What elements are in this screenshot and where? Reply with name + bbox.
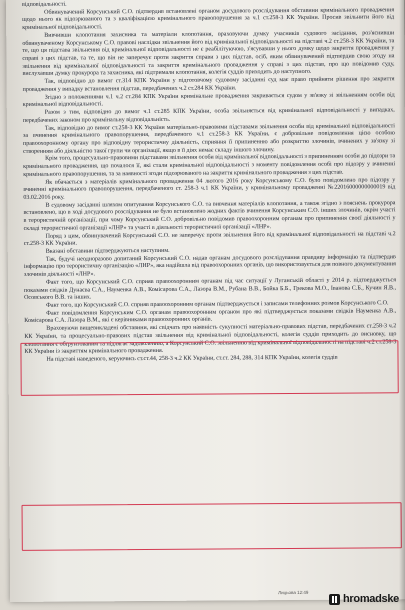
hromadske-logo-icon	[329, 594, 340, 605]
document-paragraph: Вказані обставини підтверджуються наступним.	[45, 247, 170, 255]
document-paragraph: Так, відповідно до вимог ст.258-3 КК України матеріально-правовими підставами звільнення особи від кримінальної відповідальності за вчинення кримінального правопорушення, передбаченого ч.1 ст.258-3 КК України, є добровільне повідомлення цією особою правоохоронному органу про відповідну терористичну діяльність, сприяння її припиненню або розкриттю злочинів, вчинених у зв'язку зі створенням або діяльністю такої групи чи організації, якщо в її діях немає складу іншого злочину.	[22, 122, 396, 155]
document-page	[6, 0, 405, 602]
footer-note: Лицьова 12:49	[278, 589, 309, 596]
watermark-logo	[329, 593, 399, 605]
document-paragraph: Обвинувачений Корсунський С.О. підтвердив встановлені органом досудового розслідування обставини кримінального провадження щодо нього як підозрюваного та з кваліфікацією кримінального правопорушення за ч.1 ст.258-3 КК України. Просив звільнити його від кримінальної відповідальності.	[22, 7, 395, 32]
document-paragraph: Так, будучі неодноразово допитаний Корсунський С.О. надав органам досудового розслідування правдиву інформацію та підтвердив інформацію про терористичну організацію «ЛНР», яка надійшла від правоохоронних органів, що використовується для повного документування злочинів діяльності «ЛНР».	[23, 254, 396, 279]
page-edge-shadow	[399, 0, 405, 610]
document-paragraph: Враховуючи вищевикладені обставини, які свідчать про наявність сукупності матеріально-правових підстав, передбачених ст.258-3 ч.2 КК України, та процесуально-правових підстав звільнення від кримінальної відповідальності, колегія суддів приходить до висновку, що клопотання є обґрунтованим та підлягає задоволенню, а Корсунський С.О. звільненню від кримінальної відповідальності на підставі ч.2 ст.258-3 КК України із закриттям кримінального провадження.	[24, 323, 397, 356]
document-paragraph: Як вбачається з матеріалів кримінального провадження 04 лютого 2016 року Корсунському С.О. було повідомлено про підозру у вчиненні кримінального правопорушення, передбаченого ст. 258-3 ч.1 КК України, у кримінальному провадженні №22016000000000019 від 03.02.2016 року.	[23, 176, 396, 201]
highlight-box-1	[20, 340, 398, 396]
document-paragraph: Вивчивши клопотання захисника та матеріали клопотання, враховуючи думку учасників судового засідання, роз'яснивши обвинуваченому Корсунському С.О. правові наслідки звільнення його від кримінальної відповідальності на підставі ч.2 ст.258-3 КК України, та те, що ця підстава звільнення від кримінальної відповідальності не є реабілітуючою, з'ясувавши у нього думку щодо закриття провадження у справі з цих підстав, та те, що він не заперечує проти закриття справи з цих підстав, осiб, яким обвинувачений підтвердив свою згоду на звільнення від кримінальної відповідальності та закриття кримінального провадження у справі з цих підстав, про що повідомив суду, вислухавши думку прокурора та захисника, які підтримали клопотання, колегія суддів приходить до наступного.	[22, 30, 395, 78]
document-body	[22, 0, 397, 365]
document-paragraph: Згідно з положеннями ч.1 ч.2 ст.284 КПК України кримінальне провадження закривається судом у зв'язку зі звільненням особи від кримінальної відповідальності.	[22, 91, 395, 109]
document-paragraph: Факт повідомлення Корсунським С.О. органам правоохоронним органом про які підтверджується показами свідків Науменка А.В., Комісарова С.А. Лазора В.М., які є керівниками правоохоронних органів.	[24, 308, 397, 325]
watermark-text: hromadske	[343, 593, 399, 605]
document-paragraph: Так, відповідно до вимог ст.314 КПК України у підготовчому судовому засіданні суд має право прийняти рішення про закриття провадження у випадку встановлення підстав, передбачених ч.2 ст.284 КК України.	[22, 76, 395, 93]
document-paragraph: Факт того, що Корсунський С.О. сприяв правоохоронним органам під час ситуації у Луганській області у 2014 р. підтверджується показами свідків Дунаєва С.А., Науменка А.В., Комісарова С.А., Лазора В.М., Рубана В.В., Бойка Б.Б., Грекова М.О., Іванова С.Б., Кучин Я.В., Осовського В.В. та інших.	[24, 277, 397, 302]
document-paragraph: В судовому засіданні шляхом опитування Корсунського С.О. та вивчення матеріалів клопотання, а також згідно з пояснень прокурора встановлено, що в ході досудового розслідування не було встановлено жодних фактів вчинення Корсунським С.О. інших злочинів, окрім участі в терористичній організації, при чому Корсунський С.О. добровільно повідомив правоохоронним органам про припинення своєї діяльності у складі терористичної організації «ЛНР» та участі в діяльності терористичної організації «ЛНР».	[23, 199, 396, 232]
highlight-box-2	[22, 502, 402, 551]
document-paragraph: Разом з тим, відповідно до вимог ч.1 ст.285 КПК України, особа звільняється від кримінальної відповідальності у випадках, передбачених законом про кримінальну відповідальність.	[22, 107, 395, 124]
document-paragraph: Крім того, процесуально-правовими підставами звільнення особи від кримінальної відповідальності з припиненням особи до підозри та кримінального провадження, що почалося її, які стали кримінальної відповідальності з моменту повідомлення особі про підозру у вчиненні кримінального правопорушення, та за наявності згоди підозрюваного на закриття кримінального провадження з цих підстав.	[23, 153, 396, 178]
document-paragraph: Поряд з цим, обвинувачений Корсунський С.О. не заперечує проти звільнення його від кримінальної відповідальності на підставі ч.2 ст.258-3 КК України.	[23, 230, 396, 248]
document-paragraph: Факт того, що Корсунський С.О. сприяв правоохоронним органам підтверджується і записами телефонних розмов Корсунського С.О.	[46, 300, 389, 309]
document-paragraph: відповідальності.	[22, 1, 67, 8]
document-paragraph: На підставі наведеного, керуючись ст.ст.44, 258-3 ч.2 КК України, ст.ст. 284, 288, 314 КПК України, колегія суддів	[46, 354, 338, 363]
